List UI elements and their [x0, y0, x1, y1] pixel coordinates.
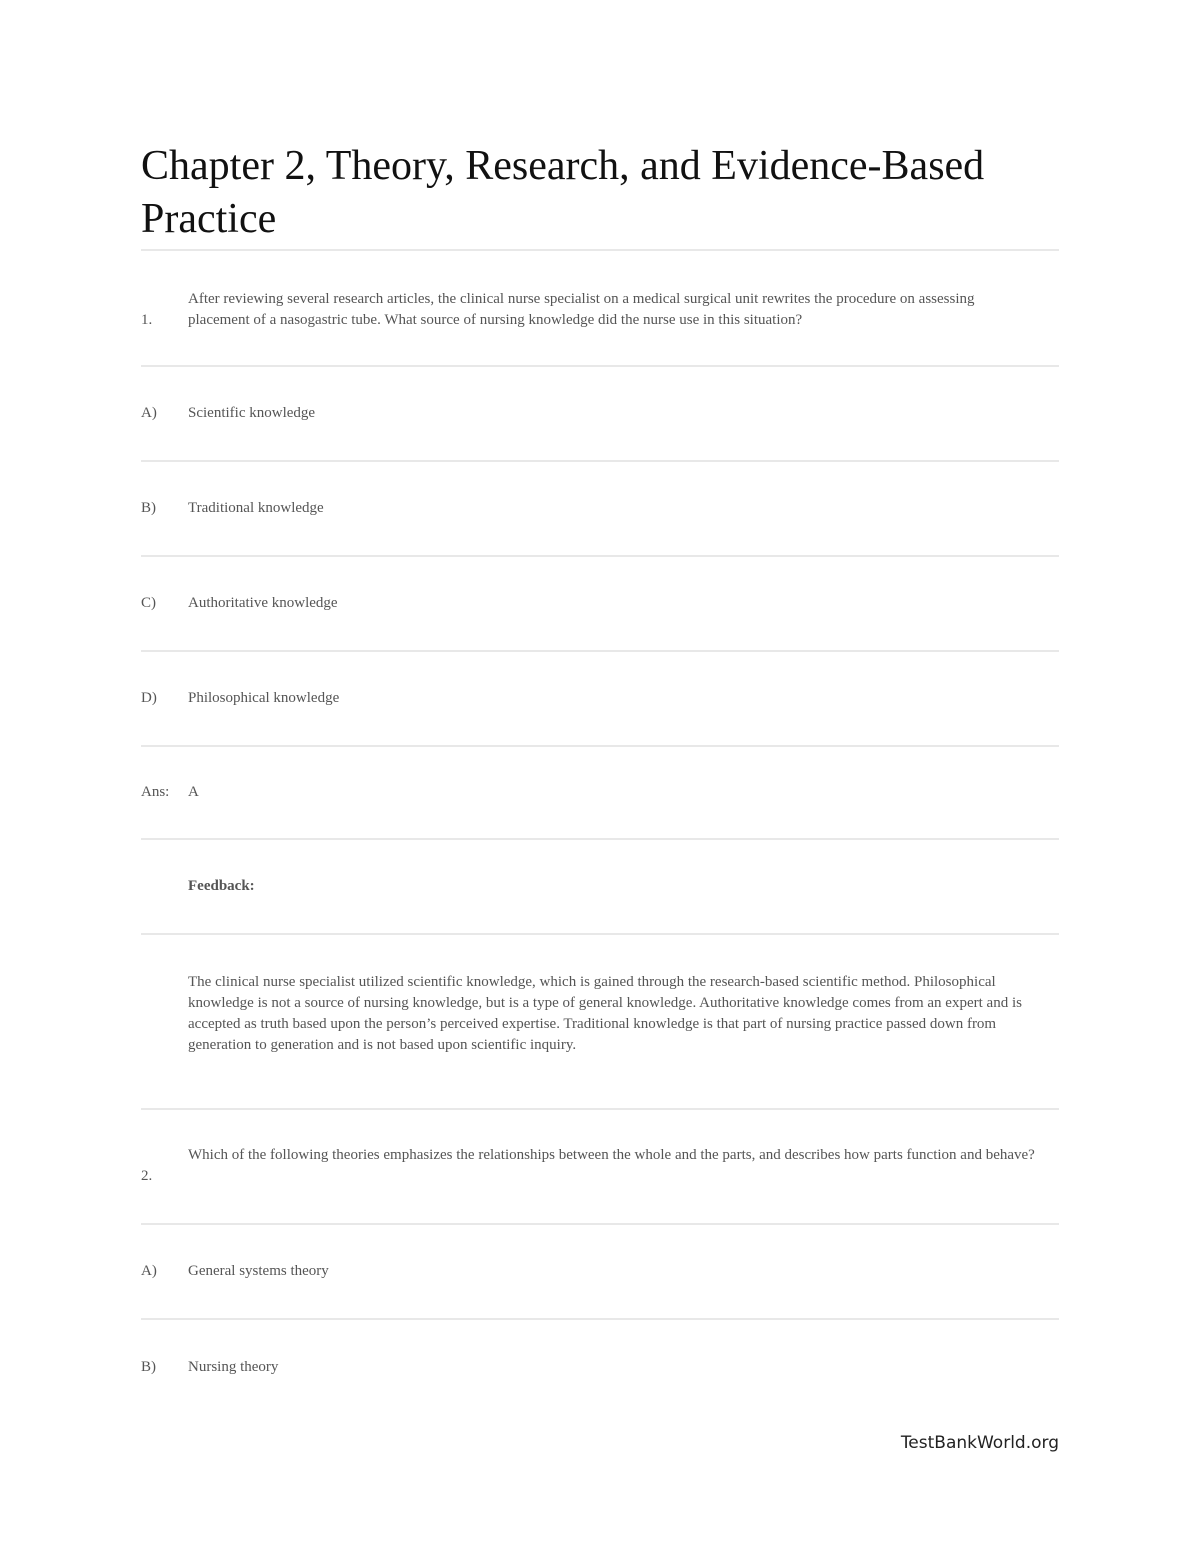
option-text: Scientific knowledge: [188, 405, 316, 421]
option-label: B): [141, 500, 156, 516]
question-1-option-a: [141, 367, 1059, 462]
option-label: A): [141, 405, 157, 421]
question-2-option-a: [141, 1225, 1059, 1320]
chapter-title: Chapter 2, Theory, Research, and Evidence-Based Practice: [141, 143, 985, 242]
option-text: Philosophical knowledge: [188, 690, 340, 706]
question-1-feedback-heading: [141, 840, 1059, 935]
question-1: [141, 251, 1059, 367]
question-1-feedback-text: [141, 935, 1059, 1110]
feedback-text: The clinical nurse specialist utilized scientific knowledge, which is gained through the research-based scientific method. Philosophical knowledge is not a source of nursing knowledge, but is a type of general knowledge. Authoritative knowledge comes from an expert and is accepted as truth based upon the person’s perceived expertise. Traditional knowledge is that part of nursing practice passed down from generation to generation and is not based upon scientific inquiry.: [188, 974, 1022, 1053]
question-1-answer: [141, 747, 1059, 840]
question-2-option-b: [141, 1320, 1059, 1415]
feedback-heading: Feedback:: [188, 878, 255, 894]
question-2-text: Which of the following theories emphasizes the relationships between the whole and the parts, and describes how parts function and behave?: [188, 1147, 1035, 1163]
option-label: C): [141, 595, 156, 611]
question-1-text: After reviewing several research articles, the clinical nurse specialist on a medical surgical unit rewrites the procedure on assessing placement of a nasogastric tube. What source of nursing knowledge did the nurse use in this situation?: [188, 291, 975, 328]
question-2: [141, 1110, 1059, 1225]
option-text: Nursing theory: [188, 1359, 279, 1375]
option-label: D): [141, 690, 157, 706]
option-label: A): [141, 1263, 157, 1279]
option-text: Traditional knowledge: [188, 500, 324, 516]
answer-value: A: [188, 784, 199, 800]
option-text: General systems theory: [188, 1263, 329, 1279]
question-1-number: 1.: [141, 312, 153, 328]
question-1-option-d: [141, 652, 1059, 747]
answer-label: Ans:: [141, 784, 170, 800]
document-page: [141, 140, 1059, 1415]
option-text: Authoritative knowledge: [188, 595, 338, 611]
question-1-option-b: [141, 462, 1059, 557]
question-2-number: 2.: [141, 1168, 153, 1184]
question-1-option-c: [141, 557, 1059, 652]
footer-watermark: TestBankWorld.org: [900, 1433, 1059, 1453]
option-label: B): [141, 1359, 156, 1375]
